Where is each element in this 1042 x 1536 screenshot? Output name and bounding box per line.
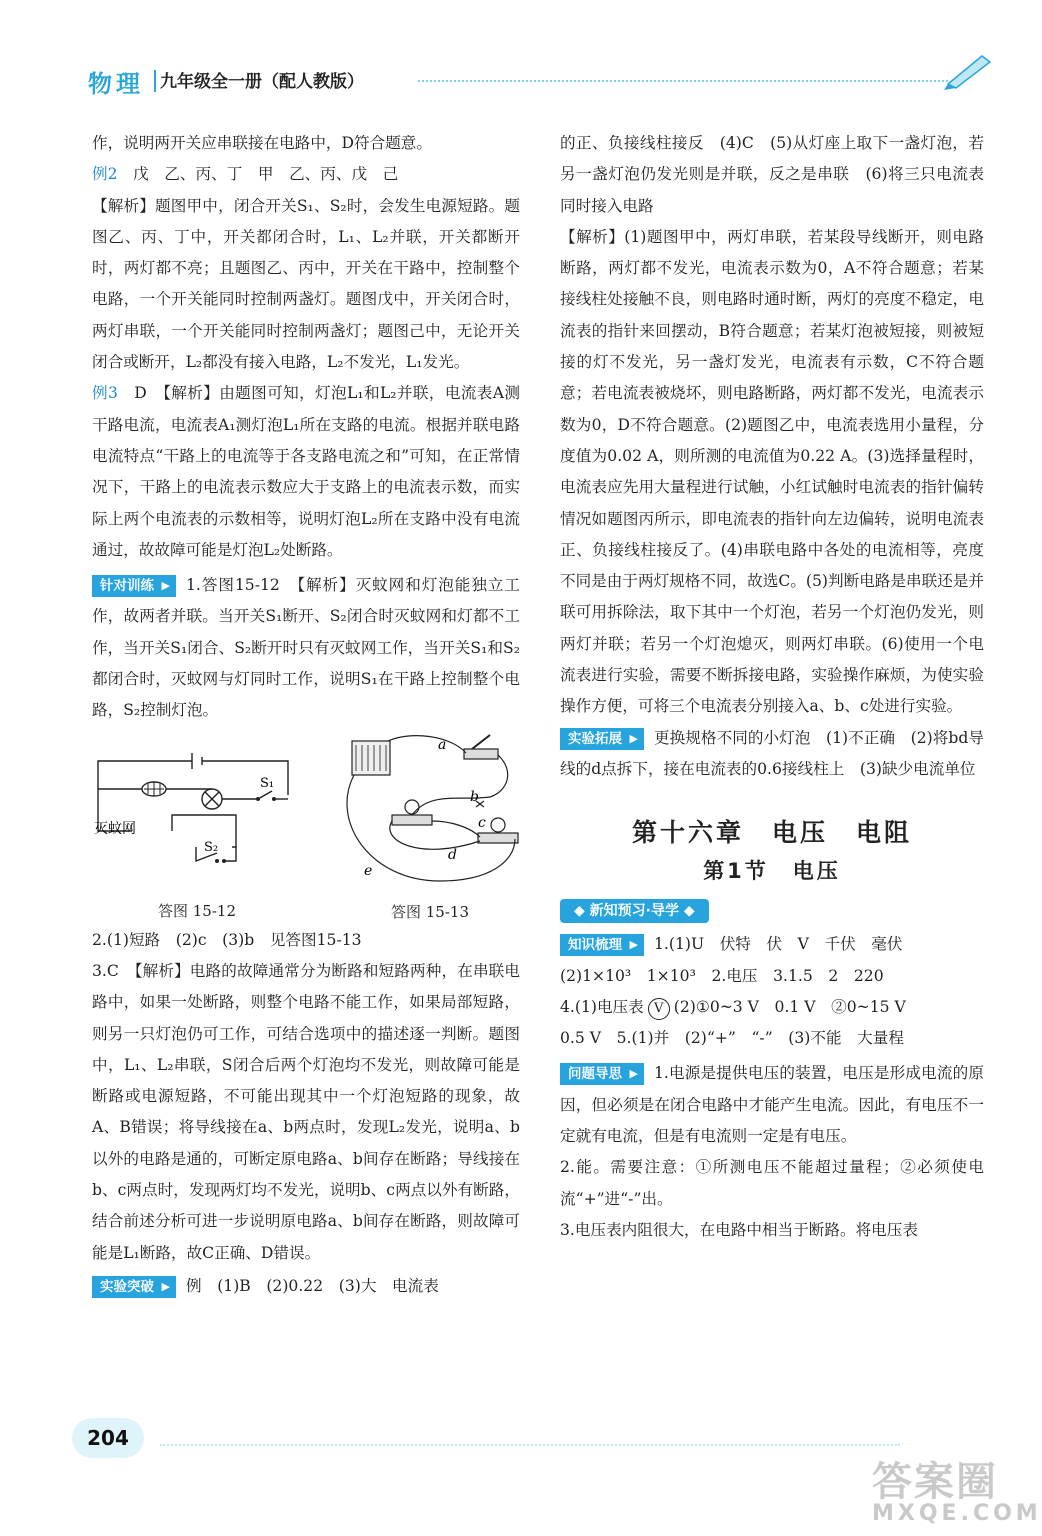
example-3 [92, 378, 520, 566]
training-text: 1.答图15-12 【解析】灭蚊网和灯泡能独立工作，故两者并联。当开关S₁断开、S₂闭合时灭蚊网和灯都不工作，当开关S₁闭合、S₂断开时只有灭蚊网工作，当开关S₁和S₂都闭合时，灭蚊网与灯同时工作，说明S₁在干路上控制整个电路，S₂控制灯泡。 [92, 576, 520, 720]
question-3: 3.C 【解析】电路的故障通常分为断路和短路两种，在串联电路中，如果一处断路，则整个电路不能工作，如果局部短路，则另一只灯泡仍可工作，可结合选项中的描述逐一判断。题图中，L₁、L₂串联，S闭合后两个灯泡均不发光，则故障可能是断路或电源短路，不可能出现其中一个灯泡短路的现象，故A、B错误；将导线接在a、b两点时，发现L₂发光，说明a、b以外的电路是通的，可断定原电路a、b间存在断路；导线接在b、c两点时，发现两灯均不发光，说明b、c两点以外有断路，结合前述分析可进一步说明原电路a、b间存在断路，则故障可能是L₁断路，故C正确、D错误。 [92, 961, 520, 1262]
wire-b-label: b [470, 788, 479, 805]
switch-s2-label: S₂ [204, 839, 219, 855]
header-dotted-line [418, 80, 948, 82]
knowledge-line-2: (2)1×10³ 1×10³ 2.电压 3.1.5 2 220 [560, 966, 884, 985]
preview-banner: ◆ 新知预习·导学 ◆ [560, 899, 709, 923]
battery-icon [352, 741, 390, 775]
example-3-text: D 【解析】由题图可知，灯泡L₁和L₂并联，电流表A测干路电流，电流表A₁测灯泡L₁所在支路的电流。根据并联电路电流特点“干路上的电流等于各支路电流之和”可知，在正常情况下，干路上的电流表示数应大于支路上的电流表示数，而实际上两个电流表的示数相等，说明灯泡L₂所在支路中没有电流通过，故故障可能是灯泡L₂处断路。 [92, 384, 520, 559]
wire-c-label: c [478, 814, 486, 831]
voltmeter-symbol-icon: V [648, 998, 670, 1020]
right-column [560, 128, 984, 1246]
knowledge-line-4: 0.5 V 5.(1)并 (2)“+” “-” (3)不能 大量程 [560, 1029, 904, 1048]
extension-text: 更换规格不同的小灯泡 (1)不正确 (2)将bd导线的d点拆下，接在电流表的0.6接线柱上 (3)缺少电流单位 [560, 728, 984, 778]
page-header [88, 62, 988, 102]
chapter-title: 第十六章 电压 电阻 [631, 818, 912, 848]
lamp-2-icon [491, 818, 505, 832]
guide-text: 1.电源是提供电压的装置，电压是形成电流的原因，但必须是在闭合电路中才能产生电流。因此，有电压不一定就有电流，但是有电流则一定是有电压。 [560, 1064, 984, 1146]
guide-tag: 问题导思 ▶ [560, 1063, 644, 1085]
example-answer: 戊 乙、丙、丁 甲 乙、丙、戊 己 [133, 165, 399, 184]
example-label: 例2 [92, 165, 118, 184]
section-title: 第1节 电压 [703, 859, 841, 884]
lamp-1-base [392, 815, 432, 825]
knowledge-tag: 知识梳理 ▶ [560, 934, 644, 956]
extension-block [560, 723, 984, 786]
watermark [872, 1450, 1042, 1526]
wire-a-label: a [438, 736, 447, 753]
wire-e-label: e [364, 862, 373, 879]
watermark-sub: MXQE.COM [872, 1501, 1042, 1526]
header-divider [154, 70, 156, 92]
page-number: 204 [72, 1418, 144, 1458]
pen-icon [938, 50, 998, 90]
figure-15-13 [340, 731, 520, 921]
question-2: 2.(1)短路 (2)c (3)b 见答图15-13 [92, 930, 362, 949]
experiment-tag: 实验突破 ▶ [92, 1276, 176, 1298]
footer-dotted-line [160, 1444, 900, 1446]
analysis-paragraph: 【解析】(1)题图甲中，两灯串联，若某段导线断开，则电路断路，两灯都不发光，电流表示数为0，A不符合题意；若某接线柱处接触不良，则电路时通时断，两灯的亮度不稳定，电流表的指针来回摆动，B符合题意；若某灯泡被短接，则被短接的灯不发光，另一盏灯发光，电流表有示数，C不符合题意；若电流表被烧坏，则电路断路，两灯都不发光，电流表示数为0，D不符合题意。(2)题图乙中，电流表选用小量程，分度值为0.02 A，则所测的电流值为0.22 A。(3)选择量程时，电流表应先用大量程进行试触，小红试触时电流表的指针偏转情况如题图丙所示，即电流表的指针向左边偏转，说明电流表正、负接线柱接反了。(4)串联电路中各处的电流相等，亮度不同是由于两灯规格不同，故选C。(5)判断电路是串联还是并联可用拆除法，取下其中一个灯泡，若另一个灯泡仍发光，则两灯并联；若另一个灯泡熄灭，则两灯串联。(6)使用一个电流表进行实验，需要不断拆接电路，实验操作麻烦，为使实验操作方便，可将三个电流表分别接入a、b、c处进行实验。 [560, 227, 984, 716]
physical-circuit-drawing [340, 731, 520, 886]
watermark-main: 答案圈 [872, 1459, 998, 1505]
figure-15-12 [92, 731, 302, 920]
training-tag: 针对训练 ▶ [92, 575, 176, 597]
lamp-1-icon [405, 800, 419, 814]
knowledge-line-3a: 4.(1)电压表 [560, 997, 644, 1016]
guide-block [560, 1058, 984, 1152]
example-2 [92, 159, 520, 190]
example-2-analysis: 【解析】题图甲中，闭合开关S₁、S₂时，会发生电源短路。题图乙、丙、丁中，开关都闭合时，L₁、L₂并联，开关都断开时，两灯都不亮；且题图乙、丙中，开关在干路中，控制整个电路，一个开关能同时控制两盏灯。题图戊中，开关闭合时，两灯串联，一个开关能同时控制两盏灯；题图己中，无论开关闭合或断开，L₂都没有接入电路，L₂不发光，L₁发光。 [92, 196, 520, 372]
knowledge-line-3 [560, 992, 984, 1023]
figure-caption: 答图 15-12 [157, 901, 236, 920]
left-column [92, 128, 520, 1302]
answer-continuation: 的正、负接线柱接反 (4)C (5)从灯座上取下一盏灯泡，若另一盏灯泡仍发光则是并联，反之是串联 (6)将三只电流表同时接入电路 [560, 134, 984, 215]
wire-d-label: d [448, 846, 457, 863]
net-label: 灭蚊网 [94, 820, 136, 837]
knowledge-line-3b: (2)①0~3 V 0.1 V ②0~15 V [673, 997, 906, 1016]
lamp-2-base [478, 833, 518, 843]
subject-title: 物理 [88, 70, 144, 98]
grade-title: 九年级全一册（配人教版） [160, 72, 364, 92]
experiment-text: 例 (1)B (2)0.22 (3)大 电流表 [186, 1276, 439, 1295]
knowledge-block [560, 929, 984, 960]
figure-caption: 答图 15-13 [390, 902, 469, 921]
figures-row [92, 731, 520, 921]
knowledge-line-1: 1.(1)U 伏特 伏 V 千伏 毫伏 [654, 935, 903, 954]
guide-question-3: 3.电压表内阻很大，在电路中相当于断路。将电压表 [560, 1220, 918, 1239]
switch-icon [464, 749, 498, 759]
switch-s1-label: S₁ [260, 775, 275, 791]
extension-tag: 实验拓展 ▶ [560, 728, 644, 750]
example-label: 例3 [92, 384, 118, 403]
experiment-block [92, 1271, 520, 1302]
guide-question-2: 2.能。需要注意：①所测电压不能超过量程；②必须使电流“+”进“-”出。 [560, 1158, 984, 1208]
mosquito-circuit-diagram [92, 731, 302, 881]
training-block [92, 570, 520, 726]
answer-paragraph: 作，说明两开关应串联接在电路中，D符合题意。 [92, 134, 432, 152]
